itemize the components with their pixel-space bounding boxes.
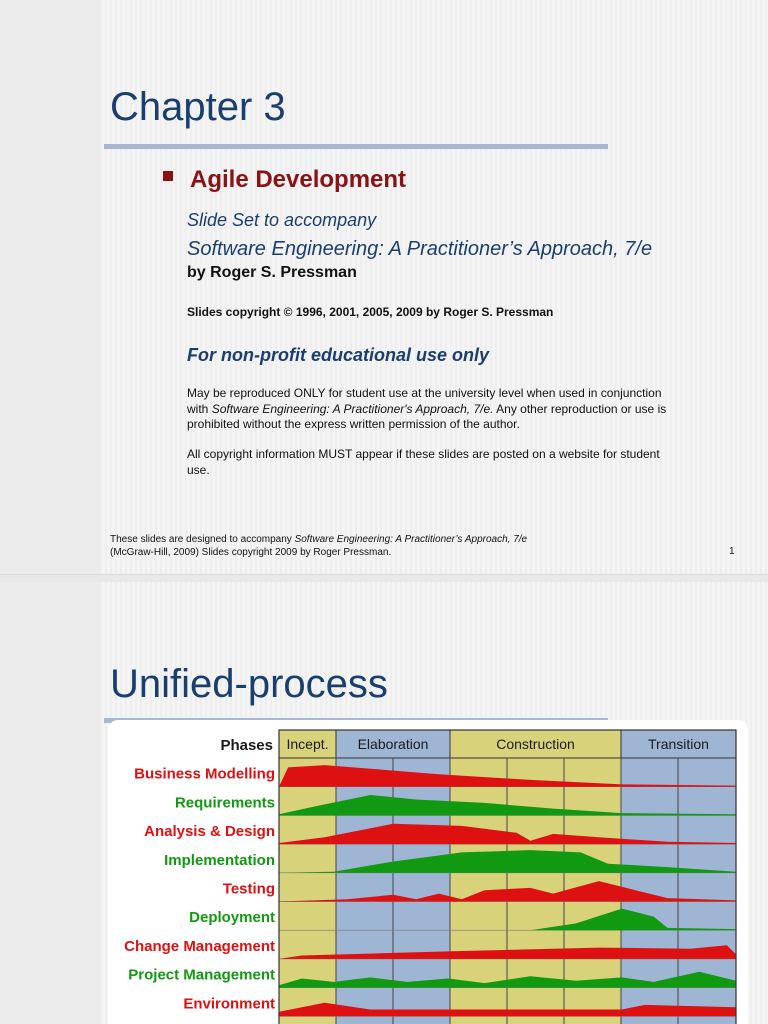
author-line: by Roger S. Pressman	[187, 264, 357, 281]
book-title-inline: Software Engineering: A Practitioner's Approach, 7/e.	[211, 401, 494, 416]
subtitle-book-title: Software Engineering: A Practitioner’s Approach, 7/e	[187, 238, 653, 260]
slide-stripe	[0, 582, 100, 1024]
phase-label: Incept.	[286, 736, 329, 752]
footer-note	[110, 533, 527, 559]
discipline-label: Deployment	[189, 909, 275, 927]
slide-stripe	[0, 0, 100, 574]
footer-book-title: Software Engineering: A Practitioner’s Approach, 7/e	[294, 534, 528, 545]
paragraph-line: All copyright information MUST appear if these slides are posted on a website for student	[187, 447, 660, 461]
discipline-label: Requirements	[174, 794, 275, 812]
copyright-line: Slides copyright © 1996, 2001, 2005, 2009 by Roger S. Pressman	[187, 305, 554, 319]
slide-2	[0, 582, 768, 1024]
page-number: 1	[729, 546, 735, 557]
paragraph-line: prohibited without the express written permission of the author.	[187, 417, 520, 431]
paragraph-line	[187, 402, 666, 418]
discipline-label: Implementation	[164, 851, 275, 869]
reproduction-paragraph	[187, 386, 666, 433]
footer-line: (McGraw-Hill, 2009) Slides copyright 2009 by Roger Pressman.	[110, 547, 392, 558]
subtitle-line-1: Slide Set to accompany	[187, 210, 377, 230]
slide-title: Unified-process	[110, 662, 388, 706]
phase-label: Transition	[648, 736, 709, 752]
phase-label: Construction	[496, 736, 575, 752]
footer-line	[110, 533, 527, 546]
website-paragraph	[187, 447, 660, 478]
discipline-label: Environment	[183, 995, 275, 1013]
discipline-label: Business Modelling	[134, 765, 275, 783]
footer-text: These slides are designed to accompany	[110, 534, 295, 545]
unified-process-diagram	[108, 720, 748, 1024]
nonprofit-notice: For non-profit educational use only	[187, 345, 490, 365]
phase-label: Elaboration	[357, 736, 429, 752]
bullet-square-icon	[163, 171, 173, 181]
title-rule	[104, 144, 608, 149]
paragraph-text: Any other reproduction or use is	[493, 401, 667, 416]
bullet-heading: Agile Development	[190, 166, 407, 193]
discipline-label: Change Management	[124, 937, 275, 955]
paragraph-line: use.	[187, 462, 210, 477]
paragraph-line: May be reproduced ONLY for student use at the university level when used in conjunction	[187, 386, 662, 400]
rup-hump-chart	[108, 720, 748, 1024]
discipline-label: Analysis & Design	[144, 823, 275, 841]
phases-header-label: Phases	[220, 737, 273, 754]
slide-title: Chapter 3	[110, 85, 286, 129]
paragraph-text: with	[187, 401, 212, 416]
discipline-label: Testing	[222, 880, 275, 898]
discipline-label: Project Management	[128, 966, 275, 984]
